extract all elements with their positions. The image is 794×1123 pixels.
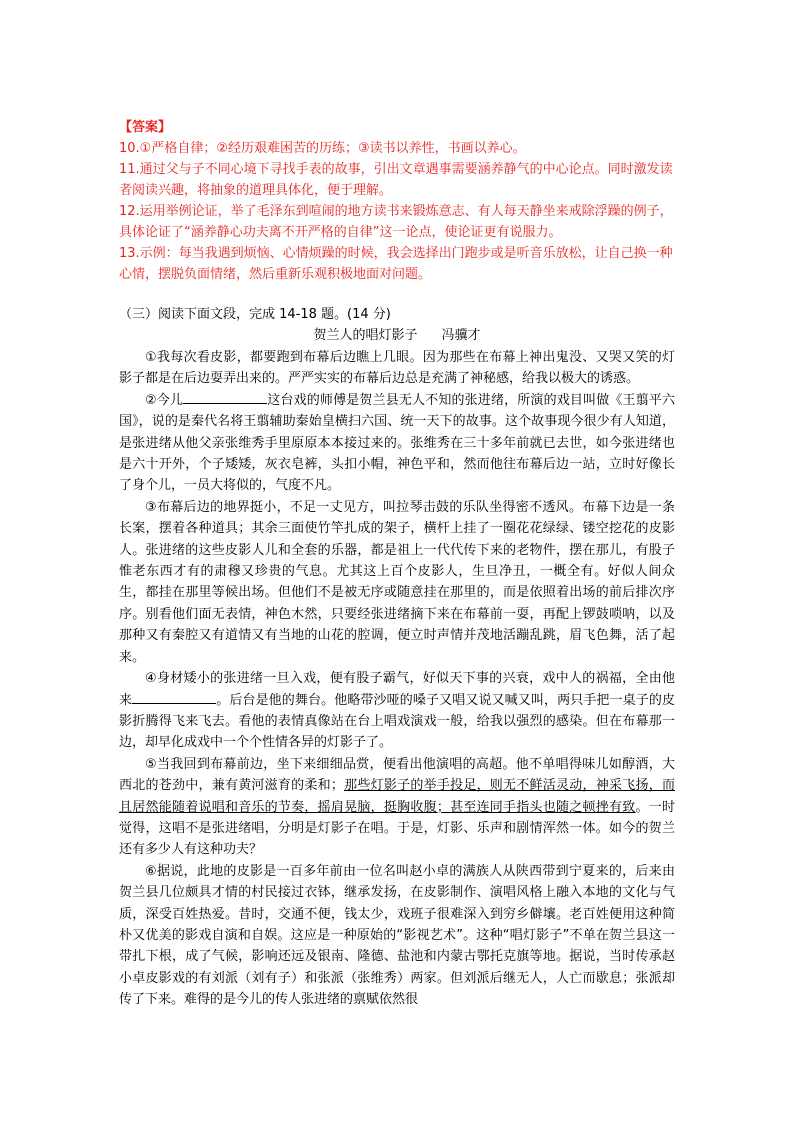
paragraph-4-lead: ④身材矮小的张进绪一旦入戏，便有股子霸气，好似天下事的兴衰，戏中人的祸福，全由他来 bbox=[119, 671, 675, 708]
article-author: 冯骥才 bbox=[441, 328, 481, 343]
paragraph-4 bbox=[119, 668, 675, 754]
answer-text-11: 11.通过父与子不同心境下寻找手表的故事，引出文章遇事需要涵养静气的中心论点。同时激发读者阅读兴趣，将抽象的道理具体化，便于理解。 bbox=[119, 162, 673, 198]
article-title: 贺兰人的唱灯影子 bbox=[313, 328, 418, 343]
paragraph-4-text: 。后台是他的舞台。他略带沙哑的嗓子又唱又说又喊又叫，两只手把一桌子的皮影折腾得飞来飞去。看他的表情真像站在台上唱戏演戏一般，给我以强烈的感染。但在布幕那一边，却早化成戏中一个个性情各异的灯影子了。 bbox=[119, 692, 675, 751]
answer-text-10: 10.①严格自律；②经历艰难困苦的历练；③读书以养性，书画以养心。 bbox=[119, 141, 526, 156]
paragraph-6: ⑥据说，此地的皮影是一百多年前由一位名叫赵小卓的满族人从陕西带到宁夏来的，后来由贺兰县几位颇具才情的村民接过衣钵，继承发扬，在皮影制作、演唱风格上融入本地的文化与气质，深受百姓热爱。昔时，交通不便，钱太少，戏班子很难深入到穷乡僻壤。老百姓便用这种简朴又优美的影戏自演和自娱。这应是一种原始的“影视艺术”。这种“唱灯影子”不单在贺兰县这一带扎下根，成了气候，影响还远及银南、隆德、盐池和内蒙古鄂托克旗等地。据说，当时传承赵小卓皮影戏的有刘派（刘有子）和张派（张维秀）两家。但刘派后继无人，人亡而歇息；张派却传了下来。难得的是今儿的传人张进绪的禀赋依然很 bbox=[119, 863, 675, 1008]
paragraph-5 bbox=[119, 754, 675, 861]
answer-item-12 bbox=[119, 202, 679, 243]
article-body bbox=[119, 347, 675, 1011]
answer-text-12: 12.运用举例论证，举了毛泽东到喧闹的地方读书来锻炼意志、有人每天静坐来戒除浮躁的例子，具体论证了“涵养静心功夫离不开严格的自律”这一论点，使论证更有说服力。 bbox=[119, 204, 673, 240]
paragraph-2 bbox=[119, 390, 675, 497]
underlined-sentence: 那些灯影子的举手投足，则无不鲜活灵动，神采飞扬，而且居然能随着说唱和音乐的节奏，摇肩晃脑，挺胸收腹；甚至连同手指头也随之顿挫有致 bbox=[119, 778, 675, 815]
paragraph-5-lead: ⑤当我回到布幕前边，坐下来细细品赏，便看出他演唱的高超。他不单唱得味儿如醇酒，大西北的苍劲中，兼有黄河滋育的柔和； bbox=[119, 756, 675, 794]
article-title-line bbox=[0, 326, 794, 346]
paragraph-2-text: 这台戏的师傅是贺兰县无人不知的张进绪，所演的戏目叫做《王翦平六国》，说的是秦代名将王翦辅助秦始皇横扫六国、统一天下的故事。这个故事现今很少有人知道，是张进绪从他父亲张维秀手里原原本本接过来的。张维秀在三十多年前就已去世，如今张进绪也是六十开外，个子矮矮，灰衣皂裤，头扣小帽，神色平和，然而他往布幕后边一站，立时好像长了身个儿，一员大将似的，气度不凡。 bbox=[119, 392, 675, 494]
paragraph-3: ③布幕后边的地界挺小，不足一丈见方，叫拉琴击鼓的乐队坐得密不透风。布幕下边是一条长案，摆着各种道具；其余三面使竹竿扎成的架子，横杆上挂了一圈花花绿绿、镂空挖花的皮影人。张进绪的这些皮影人儿和全套的乐器，都是祖上一代代传下来的老物件，摆在那儿，有股子惟老东西才有的肃穆又珍贵的气息。尤其这上百个皮影人，生旦净丑，一概全有。好似人间众生，都挂在那里等候出场。但他们不是被无序或随意挂在那里的，而是依照着出场的前后排次序序。别看他们面无表情，神色木然，只要经张进绪摘下来在布幕前一耍，再配上锣鼓唢呐，以及那种又有秦腔又有道情又有当地的山花的腔调，便立时声情并茂地活蹦乱跳，眉飞色舞，活了起来。 bbox=[119, 499, 675, 665]
answer-text-13: 13.示例：每当我遇到烦恼、心情烦躁的时候，我会选择出门跑步或是听音乐放松，让自己换一种心情，摆脱负面情绪，然后重新乐观积极地面对问题。 bbox=[119, 246, 673, 282]
answer-item-13 bbox=[119, 244, 679, 285]
answer-item-10 bbox=[119, 139, 679, 160]
paragraph-1: ①我每次看皮影，都要跑到布幕后边瞧上几眼。因为那些在布幕上神出鬼没、又哭又笑的灯影子都是在后边耍弄出来的。严严实实的布幕后边总是充满了神秘感，给我以极大的诱惑。 bbox=[119, 350, 675, 387]
section-heading: （三）阅读下面文段，完成 14-18 题。(14 分) bbox=[119, 307, 391, 322]
answer-heading: 【答案】 bbox=[119, 120, 172, 135]
paragraph-2-lead: ②今儿 bbox=[145, 392, 184, 408]
fill-blank-2 bbox=[132, 691, 216, 704]
fill-blank-1 bbox=[183, 391, 267, 404]
answer-item-11 bbox=[119, 160, 679, 201]
paragraph-5-text: 。一时觉得，这唱不是张进绪唱，分明是灯影子在唱。于是，灯影、乐声和剧情浑然一体。如今的贺兰还有多少人有这种功夫？ bbox=[119, 799, 675, 858]
